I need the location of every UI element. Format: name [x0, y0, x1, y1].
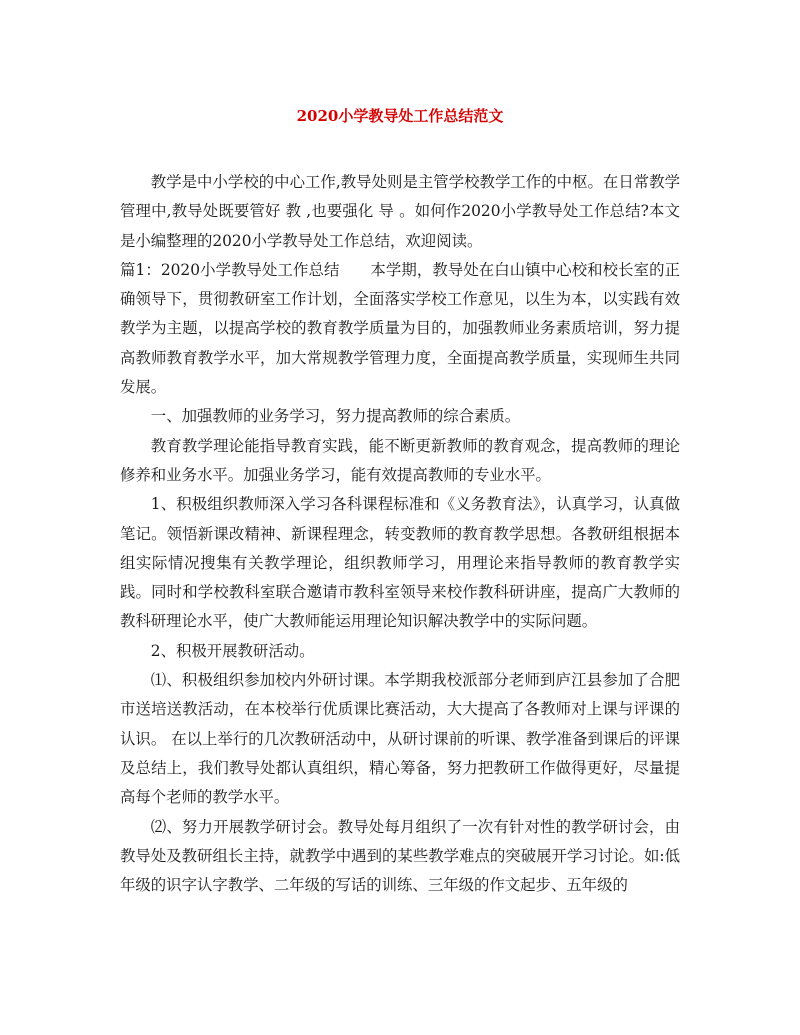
paragraph-intro: 教学是中小学校的中心工作,教导处则是主管学校教学工作的中枢。在日常教学管理中,教导处既要管好 教 ,也要强化 导 。如何作2020小学教导处工作总结?本文是小编整理的2020小学教导处工作总结，欢迎阅读。	[120, 173, 680, 250]
document-body	[120, 168, 680, 900]
paragraph-heading-1: 一、加强教师的业务学习，努力提高教师的综合素质。	[150, 407, 521, 426]
paragraph-subitem-1: ⑴、积极组织参加校内外研讨课。本学期我校派部分老师到庐江县参加了合肥市送培送教活动，在本校举行优质课比赛活动，大大提高了各教师对上课与评课的认识。 在以上举行的几次教研活动中，从研讨课前的听课、教学准备到课后的评课及总结上，我们教导处都认真组织，精心筹备，努力把教研工作做得更好，尽量提高每个老师的教学水平。	[120, 671, 680, 807]
paragraph-section-1-opening: 篇1：2020小学教导处工作总结 本学期，教导处在白山镇中心校和校长室的正确领导下，贯彻教研室工作计划，全面落实学校工作意见，以生为本，以实践有效教学为主题，以提高学校的教育教学质量为目的，加强教师业务素质培训，努力提高教师教育教学水平，加大常规教学管理力度，全面提高教学质量，实现师生共同发展。	[120, 260, 680, 397]
paragraph-subitem-2: ⑵、努力开展教学研讨会。教导处每月组织了一次有针对性的教学研讨会，由教导处及教研组长主持，就教学中遇到的某些教学难点的突破展开学习讨论。如:低年级的识字认字教学、二年级的写话的训练、三年级的作文起步、五年级的	[120, 817, 680, 895]
paragraph-theory: 教育教学理论能指导教育实践，能不断更新教师的教育观念，提高教师的理论修养和业务水平。加强业务学习，能有效提高教师的专业水平。	[120, 436, 680, 484]
paragraph-item-2: 2、积极开展教研活动。	[150, 641, 315, 660]
document-title: 2020小学教导处工作总结范文	[296, 107, 504, 125]
paragraph-item-1: 1、积极组织教师深入学习各科课程标准和《义务教育法》，认真学习，认真做笔记。领悟新课改精神、新课程理念，转变教师的教育教学思想。各教研组根据本组实际情况搜集有关教学理论，组织教师学习，用理论来指导教师的教育教学实践。同时和学校教科室联合邀请市教科室领导来校作教科研讲座，提高广大教师的教科研理论水平，使广大教师能运用理论知识解决教学中的实际问题。	[120, 495, 680, 631]
